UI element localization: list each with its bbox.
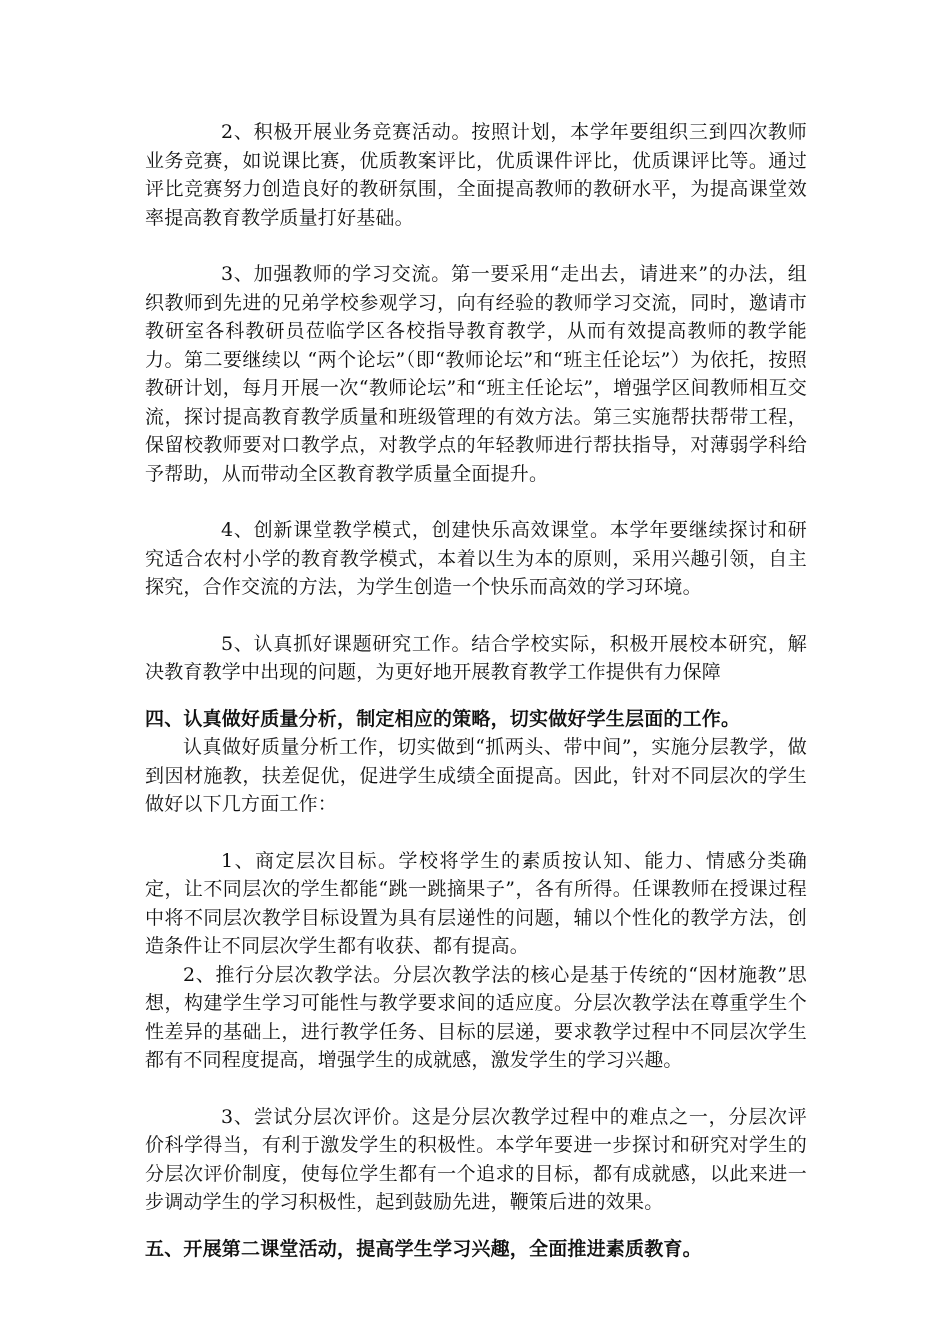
paragraph-layered-evaluation: 3、尝试分层次评价。这是分层次教学过程中的难点之一，分层次评价科学得当，有利于激发学生的积极性。本学年要进一步探讨和研究对学生的分层次评价制度，使每位学生都有一个追求的目标，都有成就感，以此来进一步调动学生的学习积极性，起到鼓励先进，鞭策后进的效果。 [145,1105,807,1213]
paragraph-spacer [145,687,807,705]
paragraph-spacer [145,819,807,847]
paragraph-research-topic: 5、认真抓好课题研究工作。结合学校实际，积极开展校本研究，解决教育教学中出现的问题，为更好地开展教育教学工作提供有力保障 [145,632,807,683]
document-body [145,118,807,1263]
paragraph-competition: 2、积极开展业务竞赛活动。按照计划，本学年要组织三到四次教师业务竞赛，如说课比赛，优质教案评比，优质课件评比，优质课评比等。通过评比竞赛努力创造良好的教研氛围，全面提高教师的教研水平，为提高课堂效率提高教育教学质量打好基础。 [145,121,807,229]
paragraph-spacer [145,488,807,516]
paragraph-classroom-model: 4、创新课堂教学模式，创建快乐高效课堂。本学年要继续探讨和研究适合农村小学的教育教学模式，本着以生为本的原则，采用兴趣引领，自主探究，合作交流的方法，为学生创造一个快乐而高效的学习环境。 [145,519,807,598]
paragraph-layered-teaching: 2、推行分层次教学法。分层次教学法的核心是基于传统的“因材施教”思想，构建学生学习可能性与教学要求间的适应度。分层次教学法在尊重学生个性差异的基础上，进行教学任务、目标的层递，要求教学过程中不同层次学生都有不同程度提高，增强学生的成就感，激发学生的学习兴趣。 [145,963,807,1071]
paragraph-level-goals: 1、商定层次目标。学校将学生的素质按认知、能力、情感分类确定，让不同层次的学生都能“跳一跳摘果子”，各有所得。任课教师在授课过程中将不同层次教学目标设置为具有层递性的问题，辅以个性化的教学方法，创造条件让不同层次学生都有收获、都有提高。 [145,849,807,957]
paragraph-spacer [145,1217,807,1235]
paragraph-teacher-exchange: 3、加强教师的学习交流。第一要采用“走出去，请进来”的办法，组织教师到先进的兄弟学校参观学习，向有经验的教师学习交流，同时，邀请市教研室各科教研员莅临学区各校指导教育教学，从而有效提高教师的教学能力。第二要继续以 “两个论坛”（即“教师论坛”和“班主任论坛”）为依托，按照教研计划，每月开展一次“教师论坛”和“班主任论坛”，增强学区间教师相互交流，探讨提高教育教学质量和班级管理的有效方法。第三实施帮扶帮带工程，保留校教师要对口教学点，对教学点的年轻教师进行帮扶指导，对薄弱学科给予帮助，从而带动全区教育教学质量全面提升。 [145,263,807,485]
paragraph-spacer [145,602,807,630]
section-heading-four: 四、认真做好质量分析，制定相应的策略，切实做好学生层面的工作。 [145,707,741,730]
paragraph-spacer [145,1075,807,1103]
paragraph-spacer [145,232,807,260]
section-heading-five: 五、开展第二课堂活动，提高学生学习兴趣，全面推进素质教育。 [145,1237,702,1260]
paragraph-quality-analysis: 认真做好质量分析工作，切实做到“抓两头、带中间”，实施分层教学，做到因材施教，扶差促优，促进学生成绩全面提高。因此，针对不同层次的学生做好以下几方面工作： [145,736,807,815]
